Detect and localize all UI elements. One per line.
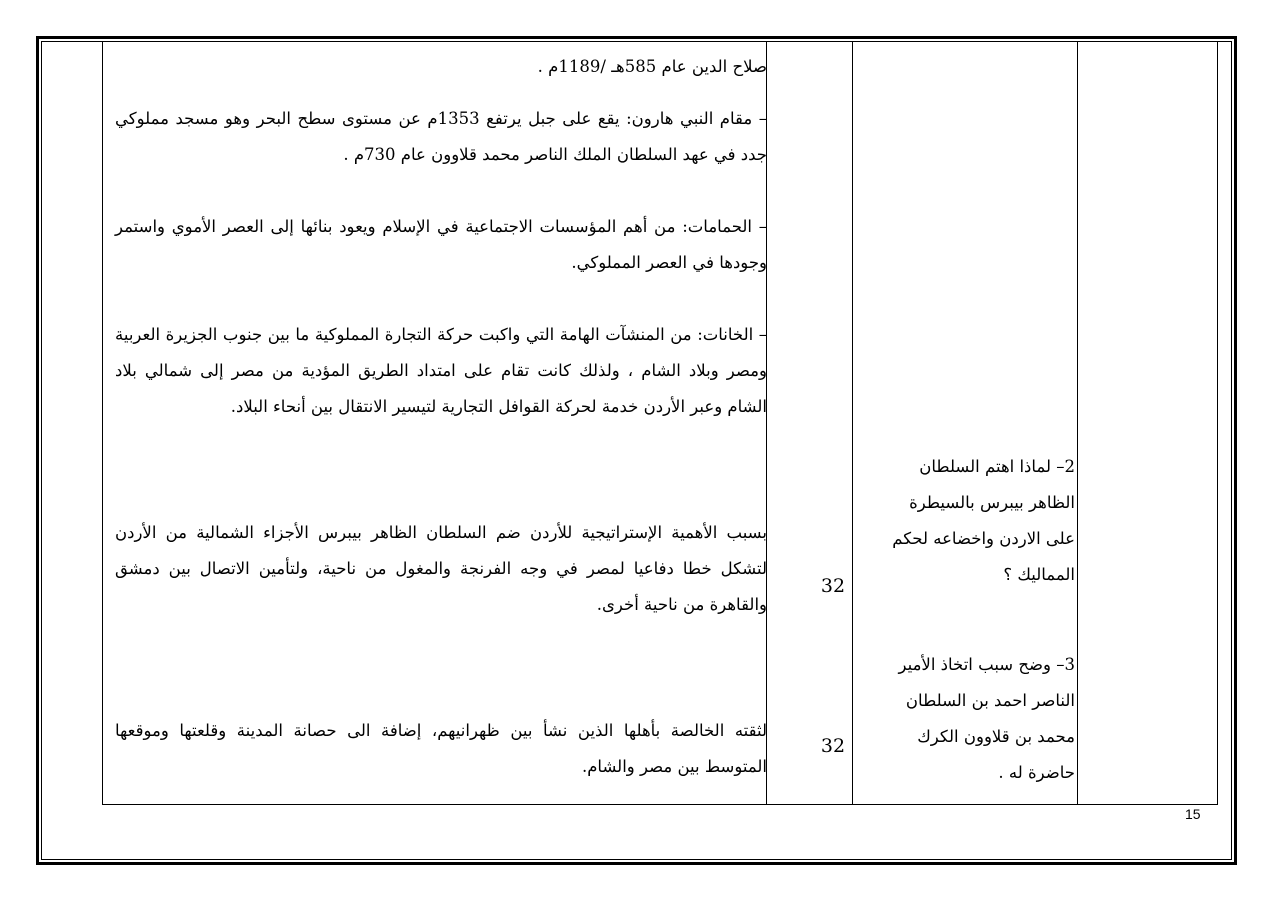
answer-text-intro: صلاح الدين عام 585هـ /1189م . [537,57,767,76]
answers-table [102,41,1218,805]
column-divider [1077,41,1078,804]
answer-text-khans: – الخانات: من المنشآت الهامة التي واكبت حركة التجارة المملوكية ما بين جنوب الجزيرة العربية ومصر وبلاد الشام ، ولذلك كانت تقام على امتداد الطريق المؤدية من مصر إلى شمالي بلاد الشام وعبر الأردن خدمة لحركة القوافل التجارية لتيسير الانتقال بين أنحاء البلاد. [115,325,767,416]
answer-text-q3: لثقته الخالصة بأهلها الذين نشأ بين ظهرانيهم، إضافة الى حصانة المدينة وقلعتها وموقعها المتوسط بين مصر والشام. [115,721,767,776]
answer-text-baths: – الحمامات: من أهم المؤسسات الاجتماعية في الإسلام ويعود بنائها إلى العصر الأموي واستمر وجودها في العصر المملوكي. [115,217,767,272]
question-2: 2– لماذا اهتم السلطان الظاهر بيبرس بالسيطرة على الاردن واخضاعه لحكم المماليك ؟ [892,457,1075,584]
page-reference: 32 [820,735,846,757]
page-number: 15 [1185,806,1201,822]
answer-text-haroun: – مقام النبي هارون: يقع على جبل يرتفع 1353م عن مستوى سطح البحر وهو مسجد مملوكي جدد في عهد السلطان الملك الناصر محمد قلاوون عام 730م . [115,109,767,164]
question-3: 3– وضح سبب اتخاذ الأمير الناصر احمد بن السلطان محمد بن قلاوون الكرك حاضرة له . [898,655,1075,782]
answer-text-q2: بسبب الأهمية الإستراتيجية للأردن ضم السلطان الظاهر بيبرس الأجزاء الشمالية من الأردن لتشكل خطا دفاعيا لمصر في وجه الفرنجة والمغول من ناحية، ولتأمين الاتصال بين دمشق والقاهرة من ناحية أخرى. [115,523,767,614]
column-divider [852,41,853,804]
page-reference: 32 [820,575,846,597]
